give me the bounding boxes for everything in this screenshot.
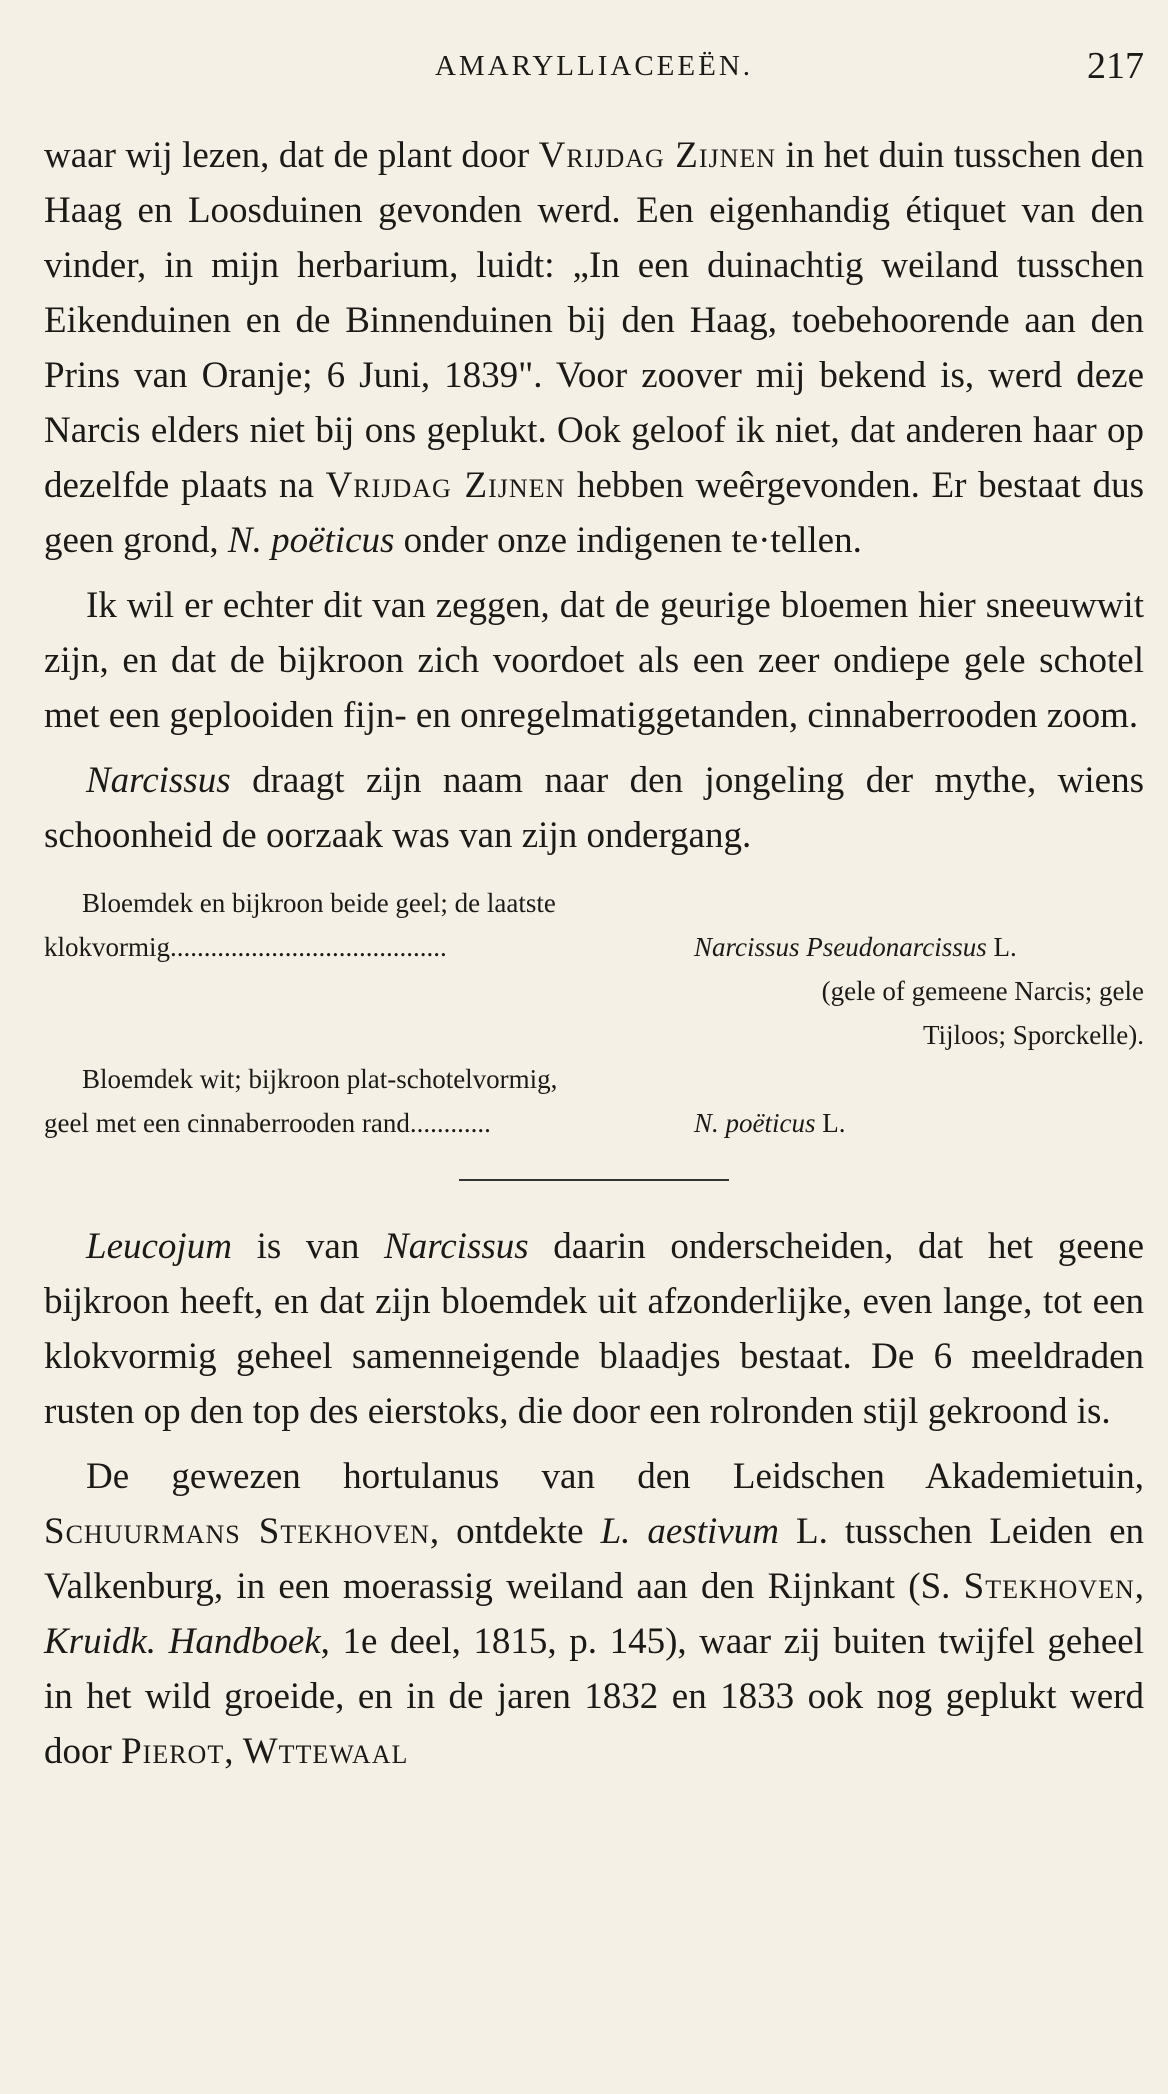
book-title: Kruidk. Handboek bbox=[44, 1621, 321, 1662]
genus-name: Narcissus bbox=[384, 1226, 529, 1267]
genus-name: Leucojum bbox=[86, 1226, 232, 1267]
identification-key bbox=[44, 881, 1144, 1145]
author-abbrev: L. bbox=[815, 1108, 846, 1138]
key-2-taxon bbox=[694, 1101, 846, 1145]
person-name: Vrijdag Zijnen bbox=[325, 465, 566, 506]
running-title: AMARYLLIACEEËN. bbox=[434, 50, 754, 82]
paragraph-5 bbox=[44, 1449, 1144, 1779]
paragraph-4 bbox=[44, 1219, 1144, 1439]
text-run: , ontdekte bbox=[429, 1511, 601, 1552]
key-2-line-1: Bloemdek wit; bijkroon plat-schotelvormig, bbox=[82, 1064, 558, 1094]
text-run: draagt zijn naam naar den jongeling der mythe, wiens schoonheid de oorzaak was van zijn ondergang. bbox=[44, 760, 1144, 856]
paragraph-2: Ik wil er echter dit van zeggen, dat de geurige bloemen hier sneeuwwit zijn, en dat de bijkroon zich voordoet als een zeer ondiepe gele schotel met een geplooiden fijn- en onregelmatiggetanden, cinnaberrooden zoom. bbox=[44, 585, 1144, 736]
person-name: Schuurmans Stekhoven bbox=[44, 1511, 430, 1552]
text-run: onder onze indigenen te·tellen. bbox=[394, 520, 862, 561]
person-name: Pierot bbox=[121, 1731, 225, 1772]
section-divider bbox=[459, 1179, 729, 1181]
paragraph-1 bbox=[44, 128, 1144, 568]
key-1-taxon bbox=[694, 925, 1017, 969]
page-number: 217 bbox=[1087, 45, 1144, 87]
person-name: Vrijdag Zijnen bbox=[538, 135, 777, 176]
author-abbrev: L. bbox=[986, 932, 1017, 962]
text-run: De gewezen hortulanus van den Leidschen Akademietuin, bbox=[86, 1456, 1144, 1497]
key-2-line-2 bbox=[44, 1101, 1144, 1145]
text-run: , 1e deel, 1815, p. 145), waar zij buiten twijfel geheel in het wild groeide, en in de jaren 1832 en 1833 ook nog geplukt werd door bbox=[44, 1621, 1144, 1772]
text-run: daarin onderscheiden, dat het geene bijkroon heeft, en dat zijn bloemdek uit afzonderlijke, even lange, tot een klokvormig geheel samenneigende blaadjes bestaat. De 6 meeldraden rusten op den top des eierstoks, die door een rolronden stijl gekroond is. bbox=[44, 1226, 1144, 1432]
key-1-line-2 bbox=[44, 925, 1144, 969]
text-run: in het duin tusschen den Haag en Loosduinen gevonden werd. Een eigenhandig étiquet van den vinder, in mijn herbarium, luidt: „In een duinachtig weiland tusschen Eikenduinen en de Binnenduinen bij den Haag, toebehoorende aan den Prins van Oranje; 6 Juni, 1839". Voor zoover mij bekend is, werd deze Narcis elders niet bij ons geplukt. Ook geloof ik niet, dat anderen haar op dezelfde plaats na bbox=[44, 135, 1145, 506]
key-leader: klokvormig......................................... bbox=[44, 932, 447, 962]
text-run: waar wij lezen, dat de plant door bbox=[44, 135, 539, 176]
key-1-common-1: (gele of gemeene Narcis; gele bbox=[821, 976, 1144, 1006]
text-run: is van bbox=[231, 1226, 385, 1267]
text-run: , bbox=[1134, 1566, 1144, 1607]
text-run: L. tusschen Leiden en Valkenburg, in een moerassig weiland aan den Rijnkant (S. bbox=[44, 1511, 1145, 1607]
species-name: L. aestivum bbox=[600, 1511, 779, 1552]
text-run: hebben weêrgevonden. Er bestaat dus geen grond, bbox=[44, 465, 1144, 561]
species-name: N. poëticus bbox=[227, 520, 395, 561]
person-name: Wttewaal bbox=[242, 1731, 409, 1772]
key-1-common-2: Tijloos; Sporckelle). bbox=[922, 1020, 1144, 1050]
genus-name: Narcissus bbox=[86, 760, 231, 801]
key-1-line-1: Bloemdek en bijkroon beide geel; de laatste bbox=[82, 888, 556, 918]
paragraph-3 bbox=[44, 753, 1144, 863]
text-run: , bbox=[224, 1731, 243, 1772]
body-text bbox=[44, 128, 1144, 1779]
species-name: N. poëticus bbox=[694, 1108, 816, 1138]
running-header bbox=[44, 44, 1144, 88]
person-name: Stekhoven bbox=[963, 1566, 1135, 1607]
key-leader: geel met een cinnaberrooden rand............ bbox=[44, 1108, 491, 1138]
species-name: Narcissus Pseudonarcissus bbox=[694, 932, 987, 962]
